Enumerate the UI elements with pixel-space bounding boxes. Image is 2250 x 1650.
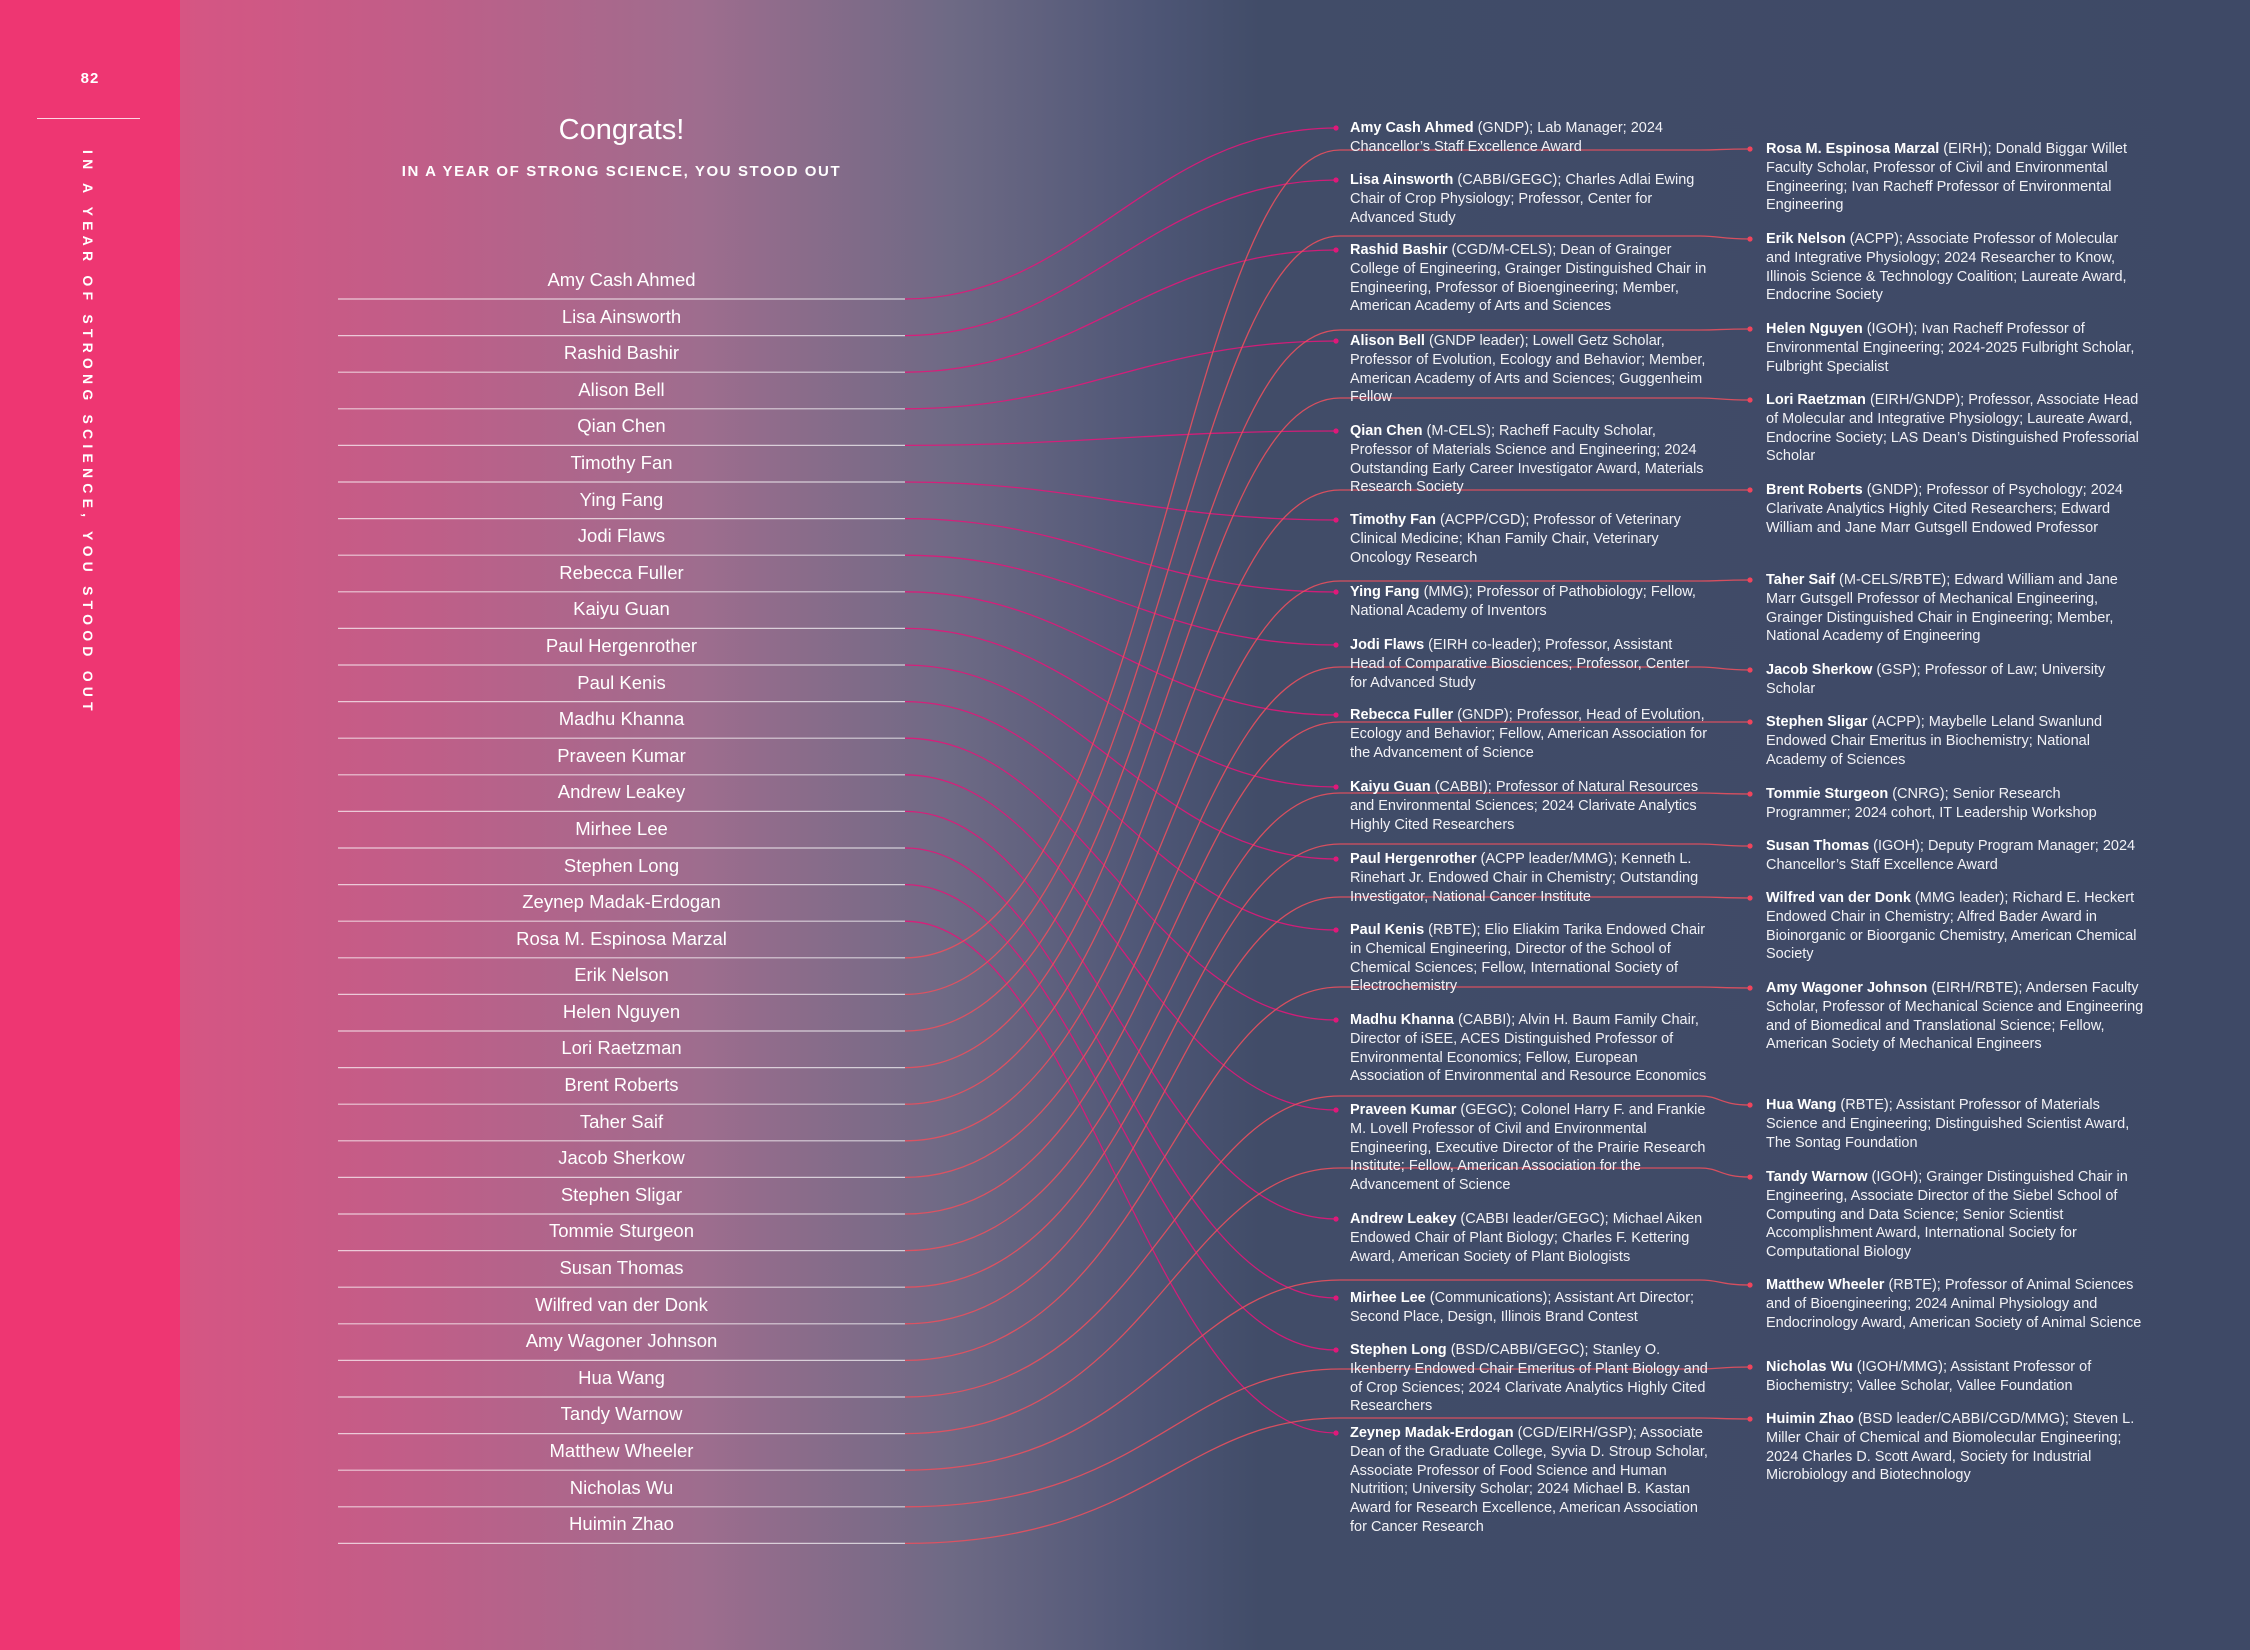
honoree-detail-name: Huimin Zhao xyxy=(1766,1411,1854,1427)
honoree-detail-text: (RBTE); Assistant Professor of Materials Science and Engineering; Distinguished Scientist Award, The Sontag Foundation xyxy=(1766,1097,2130,1151)
honoree-name: Rashid Bashir xyxy=(563,342,680,364)
honoree-detail xyxy=(1350,171,1710,227)
honoree-detail-text: (CABBI/GEGC); Charles Adlai Ewing Chair of Crop Physiology; Professor, Center for Advanced Study xyxy=(1350,172,1695,226)
honoree-detail xyxy=(1766,1276,2146,1332)
honoree-name: Tandy Warnow xyxy=(560,1403,683,1425)
honoree-detail-name: Stephen Long xyxy=(1350,1342,1447,1358)
honoree-detail xyxy=(1350,636,1710,692)
honoree-detail xyxy=(1350,921,1710,996)
honoree-detail-name: Tandy Warnow xyxy=(1766,1169,1868,1185)
honoree-detail-text: (CABBI); Professor of Natural Resources and Environmental Sciences; 2024 Clarivate Analytics Highly Cited Researchers xyxy=(1350,779,1699,833)
honoree-name: Wilfred van der Donk xyxy=(535,1293,708,1315)
honoree-detail xyxy=(1350,1341,1710,1416)
honoree-detail-name: Matthew Wheeler xyxy=(1766,1277,1885,1293)
honoree-detail xyxy=(1766,713,2146,769)
honoree-detail-text: (CGD/EIRH/GSP); Associate Dean of the Graduate College, Syvia D. Stroup Scholar, Associate Professor of Food Science and Human Nutrition; University Scholar; 2024 Michael B. Kastan Award for Research Excellence, American Association for Cancer Research xyxy=(1350,1425,1708,1535)
honoree-detail xyxy=(1766,837,2146,875)
honoree-detail xyxy=(1766,889,2146,964)
honoree-name: Madhu Khanna xyxy=(558,708,685,730)
honoree-name: Kaiyu Guan xyxy=(573,598,670,620)
honoree-name-list xyxy=(338,262,905,1543)
honoree-detail xyxy=(1766,1358,2146,1396)
honoree-detail xyxy=(1766,979,2146,1054)
honoree-detail-name: Susan Thomas xyxy=(1766,838,1870,854)
honoree-detail xyxy=(1350,119,1710,157)
honoree-detail-name: Stephen Sligar xyxy=(1766,714,1868,730)
honoree-detail xyxy=(1766,391,2146,466)
honoree-detail-text: (GNDP leader); Lowell Getz Scholar, Professor of Evolution, Ecology and Behavior; Member, American Academy of Arts and Sciences; Guggenheim Fellow xyxy=(1350,333,1706,406)
honoree-name: Stephen Sligar xyxy=(560,1183,683,1205)
honoree-name: Stephen Long xyxy=(563,854,680,876)
honoree-detail-name: Qian Chen xyxy=(1350,423,1423,439)
honoree-detail-text: (IGOH); Grainger Distinguished Chair in Engineering, Associate Director of the Siebel School of Computing and Data Science; Senior Scientist Accomplishment Award, International Society for Computational Biology xyxy=(1766,1169,2128,1261)
honoree-detail-name: Rashid Bashir xyxy=(1350,242,1448,258)
honoree-name: Praveen Kumar xyxy=(557,744,686,766)
honoree-detail xyxy=(1766,481,2146,537)
honoree-detail xyxy=(1766,1168,2146,1262)
honoree-name: Alison Bell xyxy=(578,378,665,400)
honoree-detail-text: (M-CELS/RBTE); Edward William and Jane Marr Gutsgell Professor of Mechanical Engineering, Grainger Distinguished Chair in Engineering; Member, National Academy of Engineering xyxy=(1766,572,2118,645)
honoree-name: Lisa Ainsworth xyxy=(561,305,682,327)
honoree-name: Huimin Zhao xyxy=(569,1513,674,1535)
honoree-detail-text: (GEGC); Colonel Harry F. and Frankie M. Lovell Professor of Civil and Environmental Engineering, Executive Director of the Prairie Research Institute; Fellow, American Association for the Advancement of Science xyxy=(1350,1102,1706,1194)
honoree-detail-name: Amy Cash Ahmed xyxy=(1350,120,1474,136)
honoree-detail-text: (MMG); Professor of Pathobiology; Fellow, National Academy of Inventors xyxy=(1350,584,1696,619)
honoree-detail-name: Hua Wang xyxy=(1766,1097,1837,1113)
honoree-detail-name: Amy Wagoner Johnson xyxy=(1766,980,1928,996)
honoree-name: Matthew Wheeler xyxy=(549,1440,694,1461)
honoree-detail xyxy=(1350,778,1710,834)
honoree-detail-name: Jodi Flaws xyxy=(1350,637,1425,653)
honoree-detail xyxy=(1350,1011,1710,1086)
side-strip xyxy=(0,0,180,1650)
honoree-detail xyxy=(1350,706,1710,762)
divider xyxy=(37,118,140,119)
page-title: Congrats! xyxy=(558,114,685,146)
honoree-detail-text: (BSD/CABBI/GEGC); Stanley O. Ikenberry Endowed Chair Emeritus of Plant Biology and of Crop Sciences; 2024 Clarivate Analytics Highly Cited Researchers xyxy=(1350,1342,1708,1415)
honoree-detail-name: Jacob Sherkow xyxy=(1766,662,1873,678)
honoree-detail-text: (GNDP); Professor of Psychology; 2024 Clarivate Analytics Highly Cited Researchers; Edward William and Jane Marr Gutsgell Endowed Professor xyxy=(1766,482,2123,536)
honoree-detail xyxy=(1350,1424,1710,1537)
honoree-name: Erik Nelson xyxy=(574,964,669,986)
honoree-detail-text: (ACPP/CGD); Professor of Veterinary Clinical Medicine; Khan Family Chair, Veterinary Oncology Research xyxy=(1350,512,1681,566)
honoree-detail-name: Alison Bell xyxy=(1350,333,1425,349)
honoree-detail-name: Brent Roberts xyxy=(1766,482,1863,498)
honoree-detail-name: Nicholas Wu xyxy=(1766,1359,1853,1375)
honoree-detail-name: Madhu Khanna xyxy=(1350,1012,1454,1028)
honoree-name: Paul Hergenrother xyxy=(545,634,698,656)
honoree-detail-name: Wilfred van der Donk xyxy=(1766,890,1911,906)
honoree-detail xyxy=(1350,1210,1710,1266)
honoree-name: Ying Fang xyxy=(579,488,664,510)
honoree-detail-text: (EIRH/RBTE); Andersen Faculty Scholar, Professor of Mechanical Science and Engineering and of Biomedical and Translational Science; Fellow, American Society of Mechanical Engineers xyxy=(1766,980,2144,1053)
honoree-name: Jodi Flaws xyxy=(577,525,666,547)
honoree-detail xyxy=(1766,661,2146,699)
honoree-detail-text: (GSP); Professor of Law; University Scholar xyxy=(1766,662,2106,697)
honoree-name: Timothy Fan xyxy=(570,451,673,473)
honoree-detail-text: (CGD/M-CELS); Dean of Grainger College of Engineering, Grainger Distinguished Chair in Engineering, Professor of Bioengineering; Member, American Academy of Arts and Sciences xyxy=(1350,242,1707,315)
honoree-detail xyxy=(1766,571,2146,646)
honoree-name: Hua Wang xyxy=(578,1366,665,1388)
honoree-name: Brent Roberts xyxy=(564,1074,679,1096)
honoree-detail-text: (EIRH/GNDP); Professor, Associate Head of Molecular and Integrative Physiology; Laureate Award, Endocrine Society; LAS Dean’s Distinguished Professorial Scholar xyxy=(1766,392,2139,465)
honoree-name: Helen Nguyen xyxy=(562,1000,681,1022)
honoree-detail-text: (GNDP); Professor, Head of Evolution, Ecology and Behavior; Fellow, American Association for the Advancement of Science xyxy=(1350,707,1708,761)
honoree-detail xyxy=(1766,785,2146,823)
honoree-detail xyxy=(1766,1410,2146,1485)
honoree-detail-text: (IGOH/MMG); Assistant Professor of Biochemistry; Vallee Scholar, Vallee Foundation xyxy=(1766,1359,2092,1394)
honoree-name: Amy Wagoner Johnson xyxy=(525,1330,718,1352)
honoree-detail-name: Tommie Sturgeon xyxy=(1766,786,1889,802)
honoree-detail xyxy=(1350,1101,1710,1195)
honoree-detail-text: (GNDP); Lab Manager; 2024 Chancellor’s Staff Excellence Award xyxy=(1350,120,1663,155)
honoree-name: Tommie Sturgeon xyxy=(549,1220,694,1242)
honoree-detail-text: (MMG leader); Richard E. Heckert Endowed Chair in Chemistry; Alfred Bader Award in Bioinorganic or Bioorganic Chemistry, American Chemical Society xyxy=(1766,890,2137,963)
honoree-detail-text: (ACPP); Associate Professor of Molecular and Integrative Physiology; 2024 Researcher to Know, Illinois Science & Technology Coalition; Laureate Award, Endocrine Society xyxy=(1766,231,2127,304)
honoree-detail xyxy=(1350,332,1710,407)
honoree-detail-name: Kaiyu Guan xyxy=(1350,779,1431,795)
honoree-detail-text: (CABBI leader/GEGC); Michael Aiken Endowed Chair of Plant Biology; Charles F. Kettering Award, American Society of Plant Biologists xyxy=(1350,1211,1703,1265)
honoree-detail-name: Lori Raetzman xyxy=(1766,392,1866,408)
honoree-detail-name: Praveen Kumar xyxy=(1350,1102,1457,1118)
honoree-name: Andrew Leakey xyxy=(557,781,686,803)
honoree-name: Taher Saif xyxy=(579,1110,664,1132)
honoree-detail xyxy=(1350,850,1710,906)
honoree-detail-name: Rosa M. Espinosa Marzal xyxy=(1766,141,1940,157)
honoree-detail xyxy=(1350,422,1710,497)
honoree-detail-name: Rebecca Fuller xyxy=(1350,707,1454,723)
honoree-detail-name: Paul Hergenrother xyxy=(1350,851,1477,867)
honoree-detail xyxy=(1350,583,1710,621)
honoree-detail-name: Lisa Ainsworth xyxy=(1350,172,1454,188)
honoree-name: Rosa M. Espinosa Marzal xyxy=(516,927,727,949)
page-subtitle: IN A YEAR OF STRONG SCIENCE, YOU STOOD OUT xyxy=(401,163,842,180)
honoree-detail-name: Andrew Leakey xyxy=(1350,1211,1457,1227)
honoree-name: Zeynep Madak-Erdogan xyxy=(522,891,721,913)
honoree-detail-name: Ying Fang xyxy=(1350,584,1420,600)
honoree-detail xyxy=(1350,511,1710,567)
honoree-name: Nicholas Wu xyxy=(569,1476,674,1498)
honoree-name: Mirhee Lee xyxy=(575,817,668,839)
honoree-detail-text: (IGOH); Ivan Racheff Professor of Environmental Engineering; 2024-2025 Fulbright Scholar, Fulbright Specialist xyxy=(1766,321,2135,375)
honoree-detail-name: Erik Nelson xyxy=(1766,231,1846,247)
honoree-detail-text: (ACPP leader/MMG); Kenneth L. Rinehart Jr. Endowed Chair in Chemistry; Outstanding Investigator, National Cancer Institute xyxy=(1350,851,1699,905)
honoree-name: Rebecca Fuller xyxy=(559,561,684,583)
page-number: 82 xyxy=(80,70,100,87)
honoree-detail-name: Mirhee Lee xyxy=(1350,1290,1426,1306)
honoree-name: Paul Kenis xyxy=(577,671,666,693)
honoree-detail xyxy=(1350,1289,1710,1327)
honoree-detail-text: (EIRH); Donald Biggar Willet Faculty Scholar, Professor of Civil and Environmental Engineering; Ivan Racheff Professor of Environmental Engineering xyxy=(1766,141,2127,214)
honoree-detail xyxy=(1766,140,2146,215)
honoree-detail-name: Helen Nguyen xyxy=(1766,321,1863,337)
honoree-detail-text: (M-CELS); Racheff Faculty Scholar, Professor of Materials Science and Engineering; 2024 Outstanding Early Career Investigator Award, Materials Research Society xyxy=(1350,423,1704,496)
honoree-detail xyxy=(1766,1096,2146,1152)
honoree-detail-text: (Communications); Assistant Art Director; Second Place, Design, Illinois Brand Contest xyxy=(1350,1290,1695,1325)
honoree-detail-name: Timothy Fan xyxy=(1350,512,1436,528)
honoree-detail-text: (BSD leader/CABBI/CGD/MMG); Steven L. Miller Chair of Chemical and Biomolecular Engineering; 2024 Charles D. Scott Award, Society for Industrial Microbiology and Biotechnology xyxy=(1766,1411,2135,1484)
honoree-detail-name: Taher Saif xyxy=(1766,572,1836,588)
honoree-detail-name: Zeynep Madak-Erdogan xyxy=(1350,1425,1514,1441)
honoree-detail xyxy=(1766,230,2146,305)
honoree-detail xyxy=(1350,241,1710,316)
honoree-name: Jacob Sherkow xyxy=(558,1147,685,1169)
honoree-detail-text: (ACPP); Maybelle Leland Swanlund Endowed Chair Emeritus in Biochemistry; National Academy of Sciences xyxy=(1766,714,2103,768)
honoree-name: Amy Cash Ahmed xyxy=(547,269,696,290)
honoree-detail-name: Paul Kenis xyxy=(1350,922,1425,938)
honoree-detail-text: (RBTE); Professor of Animal Sciences and of Bioengineering; 2024 Animal Physiology and Endocrinology Award, American Society of Animal Science xyxy=(1766,1277,2142,1331)
honoree-detail-text: (EIRH co-leader); Professor, Assistant Head of Comparative Biosciences; Professor, Center for Advanced Study xyxy=(1350,637,1690,691)
honoree-name: Qian Chen xyxy=(577,415,666,437)
honoree-detail xyxy=(1766,320,2146,376)
honoree-name: Susan Thomas xyxy=(559,1257,684,1279)
side-label: IN A YEAR OF STRONG SCIENCE, YOU STOOD OUT xyxy=(80,150,96,716)
honoree-name: Lori Raetzman xyxy=(561,1037,682,1059)
honoree-detail-text: (CNRG); Senior Research Programmer; 2024 cohort, IT Leadership Workshop xyxy=(1766,786,2097,821)
honoree-detail-text: (RBTE); Elio Eliakim Tarika Endowed Chair in Chemical Engineering, Director of the School of Chemical Sciences; Fellow, International Society of Electrochemistry xyxy=(1350,922,1706,995)
honoree-detail-text: (IGOH); Deputy Program Manager; 2024 Chancellor’s Staff Excellence Award xyxy=(1766,838,2136,873)
honoree-detail-text: (CABBI); Alvin H. Baum Family Chair, Director of iSEE, ACES Distinguished Professor of Environmental Economics; Fellow, European Association of Environmental and Resource Economics xyxy=(1350,1012,1707,1085)
